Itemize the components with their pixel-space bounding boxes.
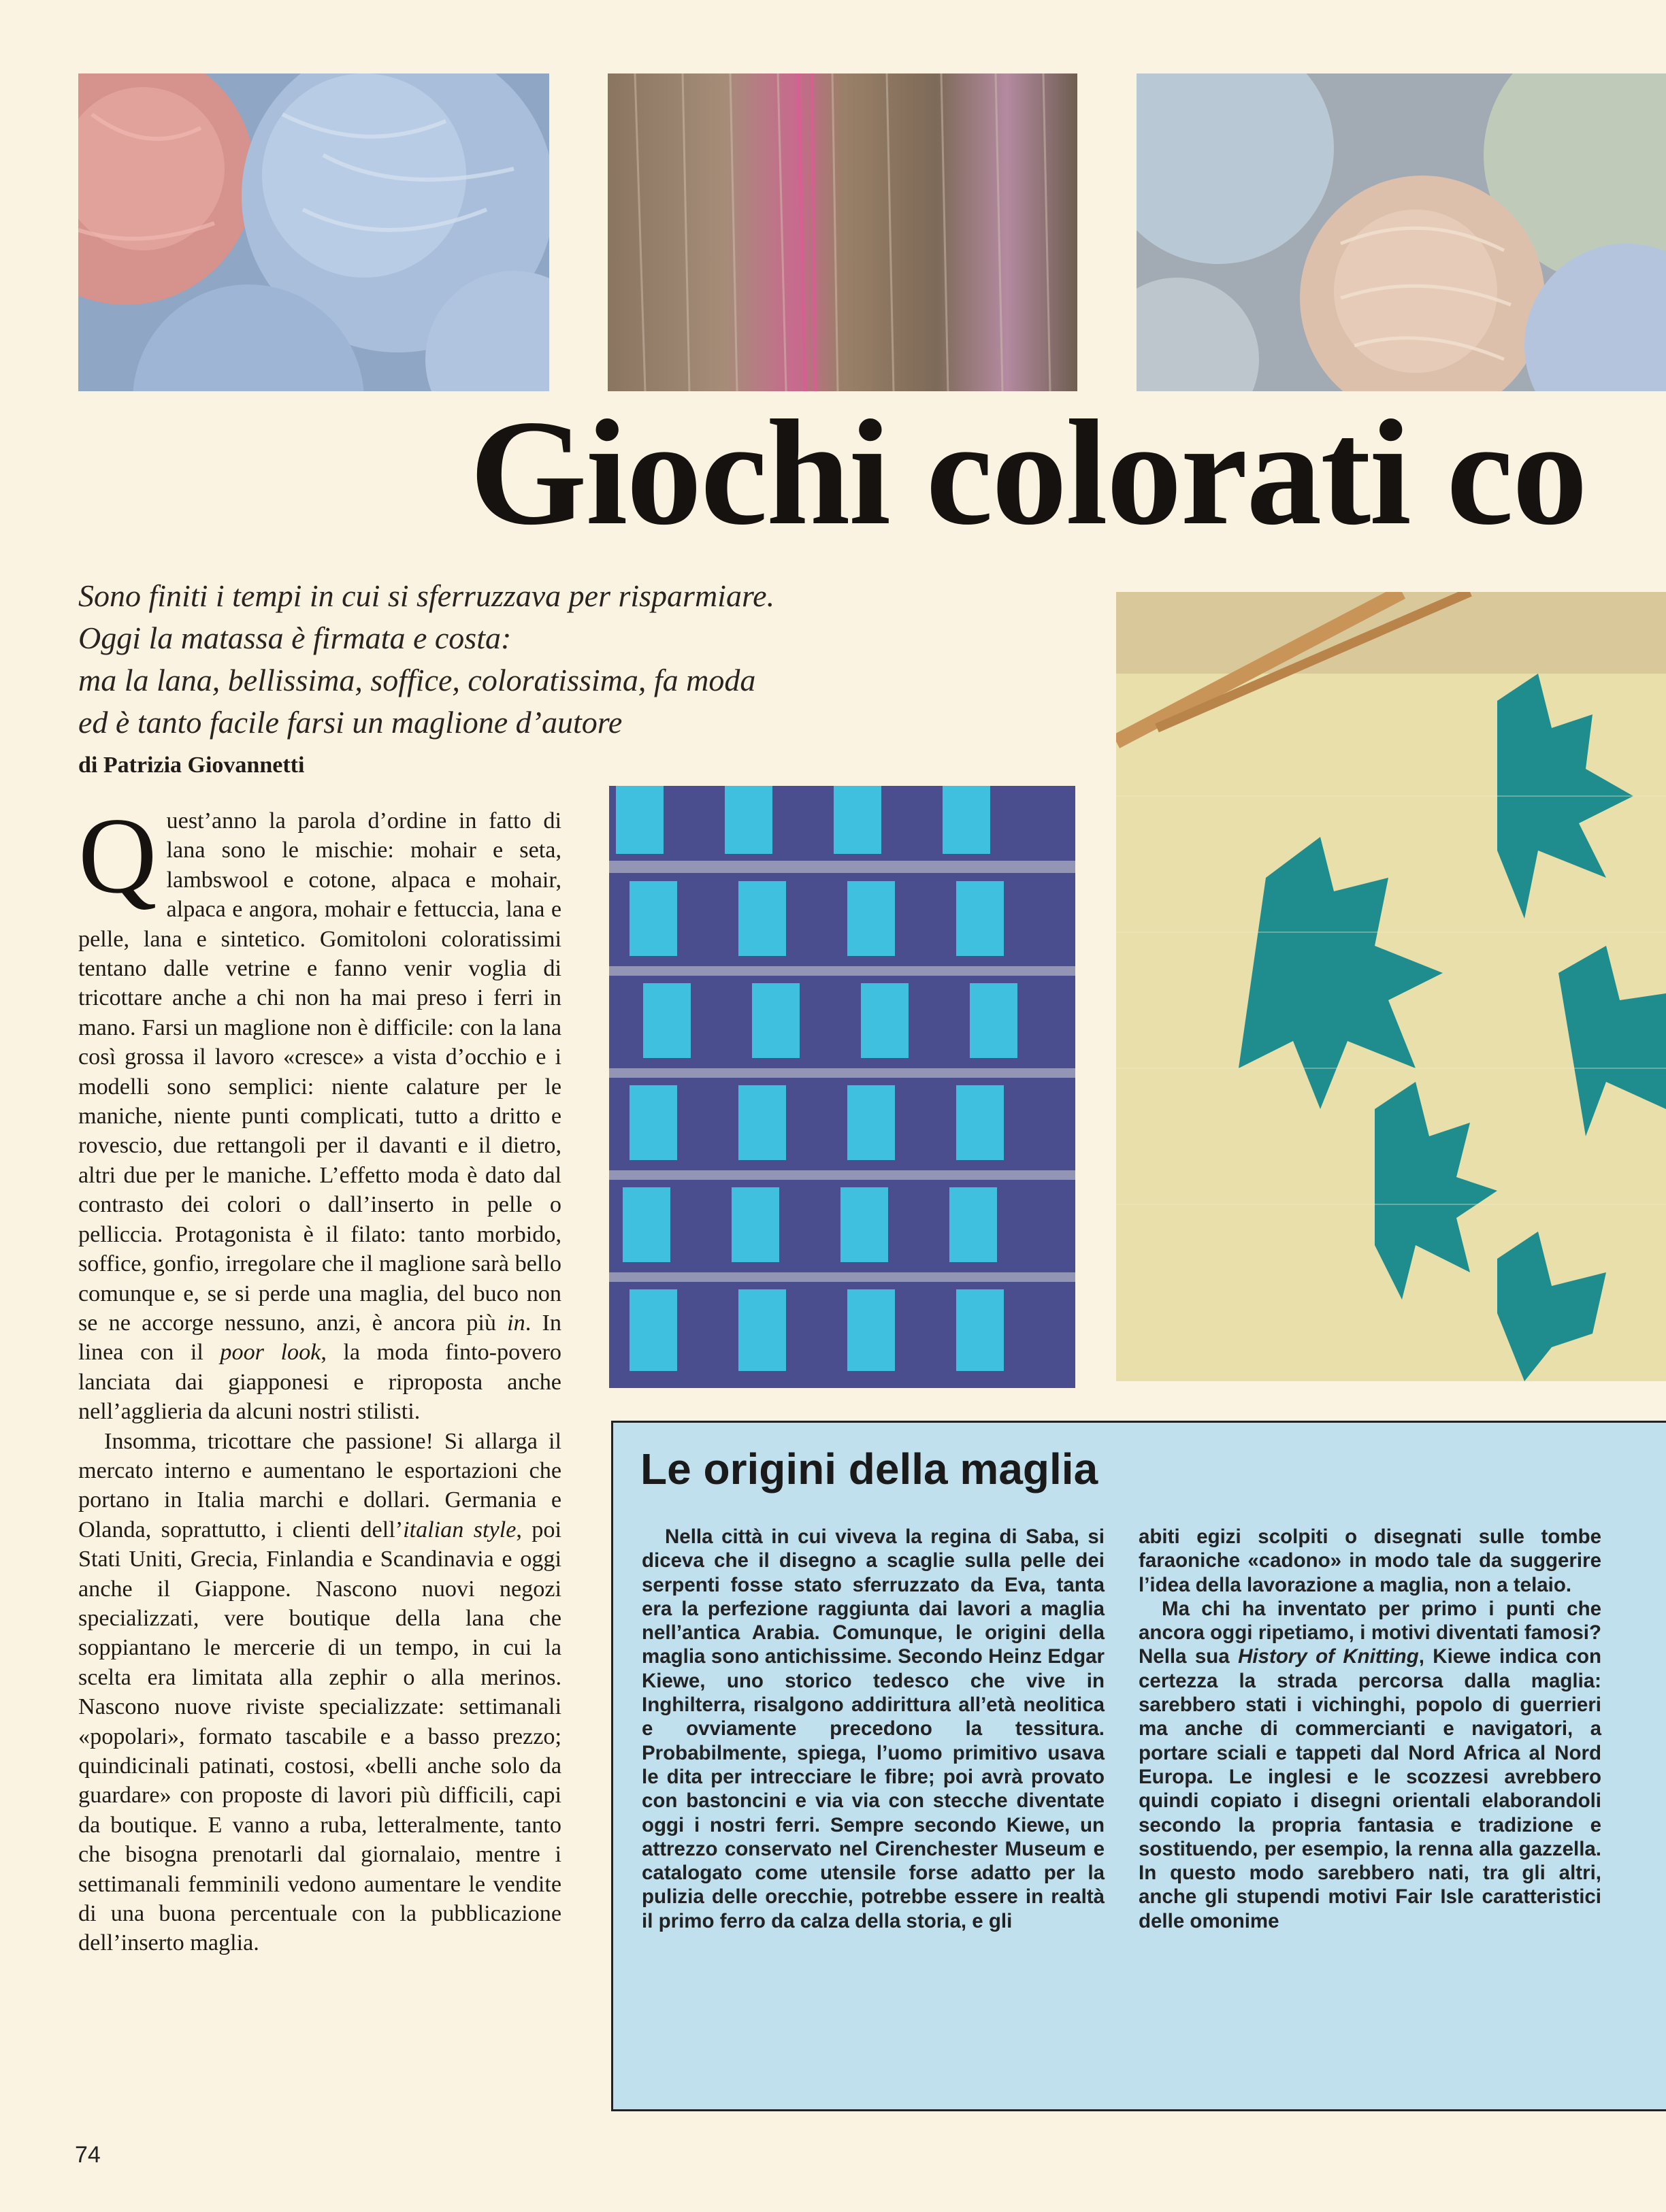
intro-line: ma la lana, bellissima, soffice, coloratissima, fa moda: [78, 663, 756, 697]
box-paragraph: abiti egizi scolpiti o disegnati sulle tombe faraoniche «cadono» in modo tale da suggerire l’idea della lavorazione a maglia, non a telaio.: [1139, 1525, 1601, 1596]
photo-mohair-fabric: [608, 73, 1077, 391]
article-byline: di Patrizia Giovannetti: [78, 753, 305, 778]
intro-line: Sono finiti i tempi in cui si sferruzzava per risparmiare.: [78, 578, 775, 613]
body-paragraph: Insomma, tricottare che passione! Si allarga il mercato interno e aumentano le esportazioni che portano in Italia marchi e dollari. Germania e Olanda, soprattutto, i clienti dell’italian style, poi Stati Uniti, Grecia, Finlandia e Scandinavia e oggi anche il Giappone. Nascono nuovi negozi specializzati, vere boutique della lana che soppiantano le mercerie di un tempo, in cui la scelta era limitata alla zephir o alla merinos. Nascono nuove riviste specializzate: settimanali «popolari», formato tascabile e a basso prezzo; quindicinali patinati, costosi, «belli anche solo da guardare» con proposte di lavori più difficili, capi da boutique. E vanno a ruba, letteralmente, tanto che bisogna prenotarli dal giornalaio, mentre i settimanali femminili vedono aumentare le vendite di una buona percentuale con la pubblicazione dell’inserto maglia.: [78, 1428, 561, 1956]
intro-line: Oggi la matassa è firmata e costa:: [78, 621, 512, 655]
sidebar-box-column-right: [1139, 1525, 1601, 2103]
photo-knit-star-motif: [1116, 592, 1666, 1381]
box-paragraph: Ma chi ha inventato per primo i punti che ancora oggi ripetiamo, i motivi diventati famosi? Nella sua History of Knitting, Kiewe indica con certezza la strada percorsa dalla maglia: sarebbero stati i vichinghi, popolo di guerrieri ma anche di commercianti e navigatori, a portare sciali e tappeti dal Nord Africa al Nord Europa. Le inglesi e le scozzesi avrebbero quindi copiato i disegni orientali elaborandoli secondo la propria fantasia e tradizione e sostituendo, per esempio, la renna alla gazzella. In questo modo sarebbero nati, tra gli altri, anche gli stupendi motivi Fair Isle caratteristici delle omonime: [1139, 1597, 1602, 1932]
drop-cap: Q: [78, 795, 157, 916]
sidebar-box: [611, 1421, 1666, 2111]
article-body: [78, 795, 561, 1958]
photo-woven-fabric: [609, 786, 1075, 1388]
article-headline: Giochi colorati co: [470, 395, 1586, 551]
sidebar-box-columns: [642, 1525, 1601, 2103]
sidebar-box-title: Le origini della maglia: [640, 1445, 1098, 1493]
body-paragraph: Quest’anno la parola d’ordine in fatto di lana sono le mischie: mohair e seta, lambswool e cotone, alpaca e mohair, alpaca e angora, mohair e fettuccia, lana e pelle, lana e sintetico. Gomitoloni coloratissimi tentano dalle vetrine e fanno venir voglia di tricottare anche a chi non ha mai preso i ferri in mano. Farsi un maglione non è difficile: con la lana così grossa il lavoro «cresce» a vista d’occhio e i modelli sono semplici: niente calature per le maniche, niente punti complicati, tutto a dritto e rovescio, due rettangoli per il davanti e il dietro, altri due per le maniche. L’effetto moda è dato dal contrasto dei colori o dall’inserto in pelle o pelliccia. Protagonista è il filato: tanto morbido, soffice, gonfio, irregolare che il maglione sarà bello comunque e, se si perde una maglia, del buco non se ne accorge nessuno, anzi, è ancora più in. In linea con il poor look, la moda finto-povero lanciata dai giapponesi e riproposta anche nell’agglieria da alcuni nostri stilisti.: [78, 795, 561, 1425]
photo-yarn-balls-pink-blue: [78, 73, 549, 391]
intro-line: ed è tanto facile farsi un maglione d’autore: [78, 705, 623, 740]
photo-pastel-yarn: [1137, 73, 1666, 391]
sidebar-box-column-left: [642, 1525, 1105, 2103]
box-paragraph: Nella città in cui viveva la regina di Saba, si diceva che il disegno a scaglie sulla pelle dei serpenti fosse stato sferruzzato da Eva, tanta era la perfezione raggiunta dai lavori a maglia nell’antica Arabia. Comunque, le origini della maglia sono antichissime. Secondo Heinz Edgar Kiewe, uno storico tedesco che vive in Inghilterra, risalgono addirittura all’età neolitica e ovviamente precedono la tessitura. Probabilmente, spiega, l’uomo primitivo usava le dita per intrecciare le fibre; poi avrà provato con bastoncini e via via con stecche diventate oggi i nostri ferri. Sempre secondo Kiewe, un attrezzo conservato nel Cirenchester Museum e catalogato come utensile forse adatto per la pulizia delle orecchie, potrebbe essere in realtà il primo ferro da calza della storia, e gli: [642, 1525, 1105, 1932]
page-number: 74: [75, 2142, 101, 2168]
article-intro: [78, 575, 1017, 744]
